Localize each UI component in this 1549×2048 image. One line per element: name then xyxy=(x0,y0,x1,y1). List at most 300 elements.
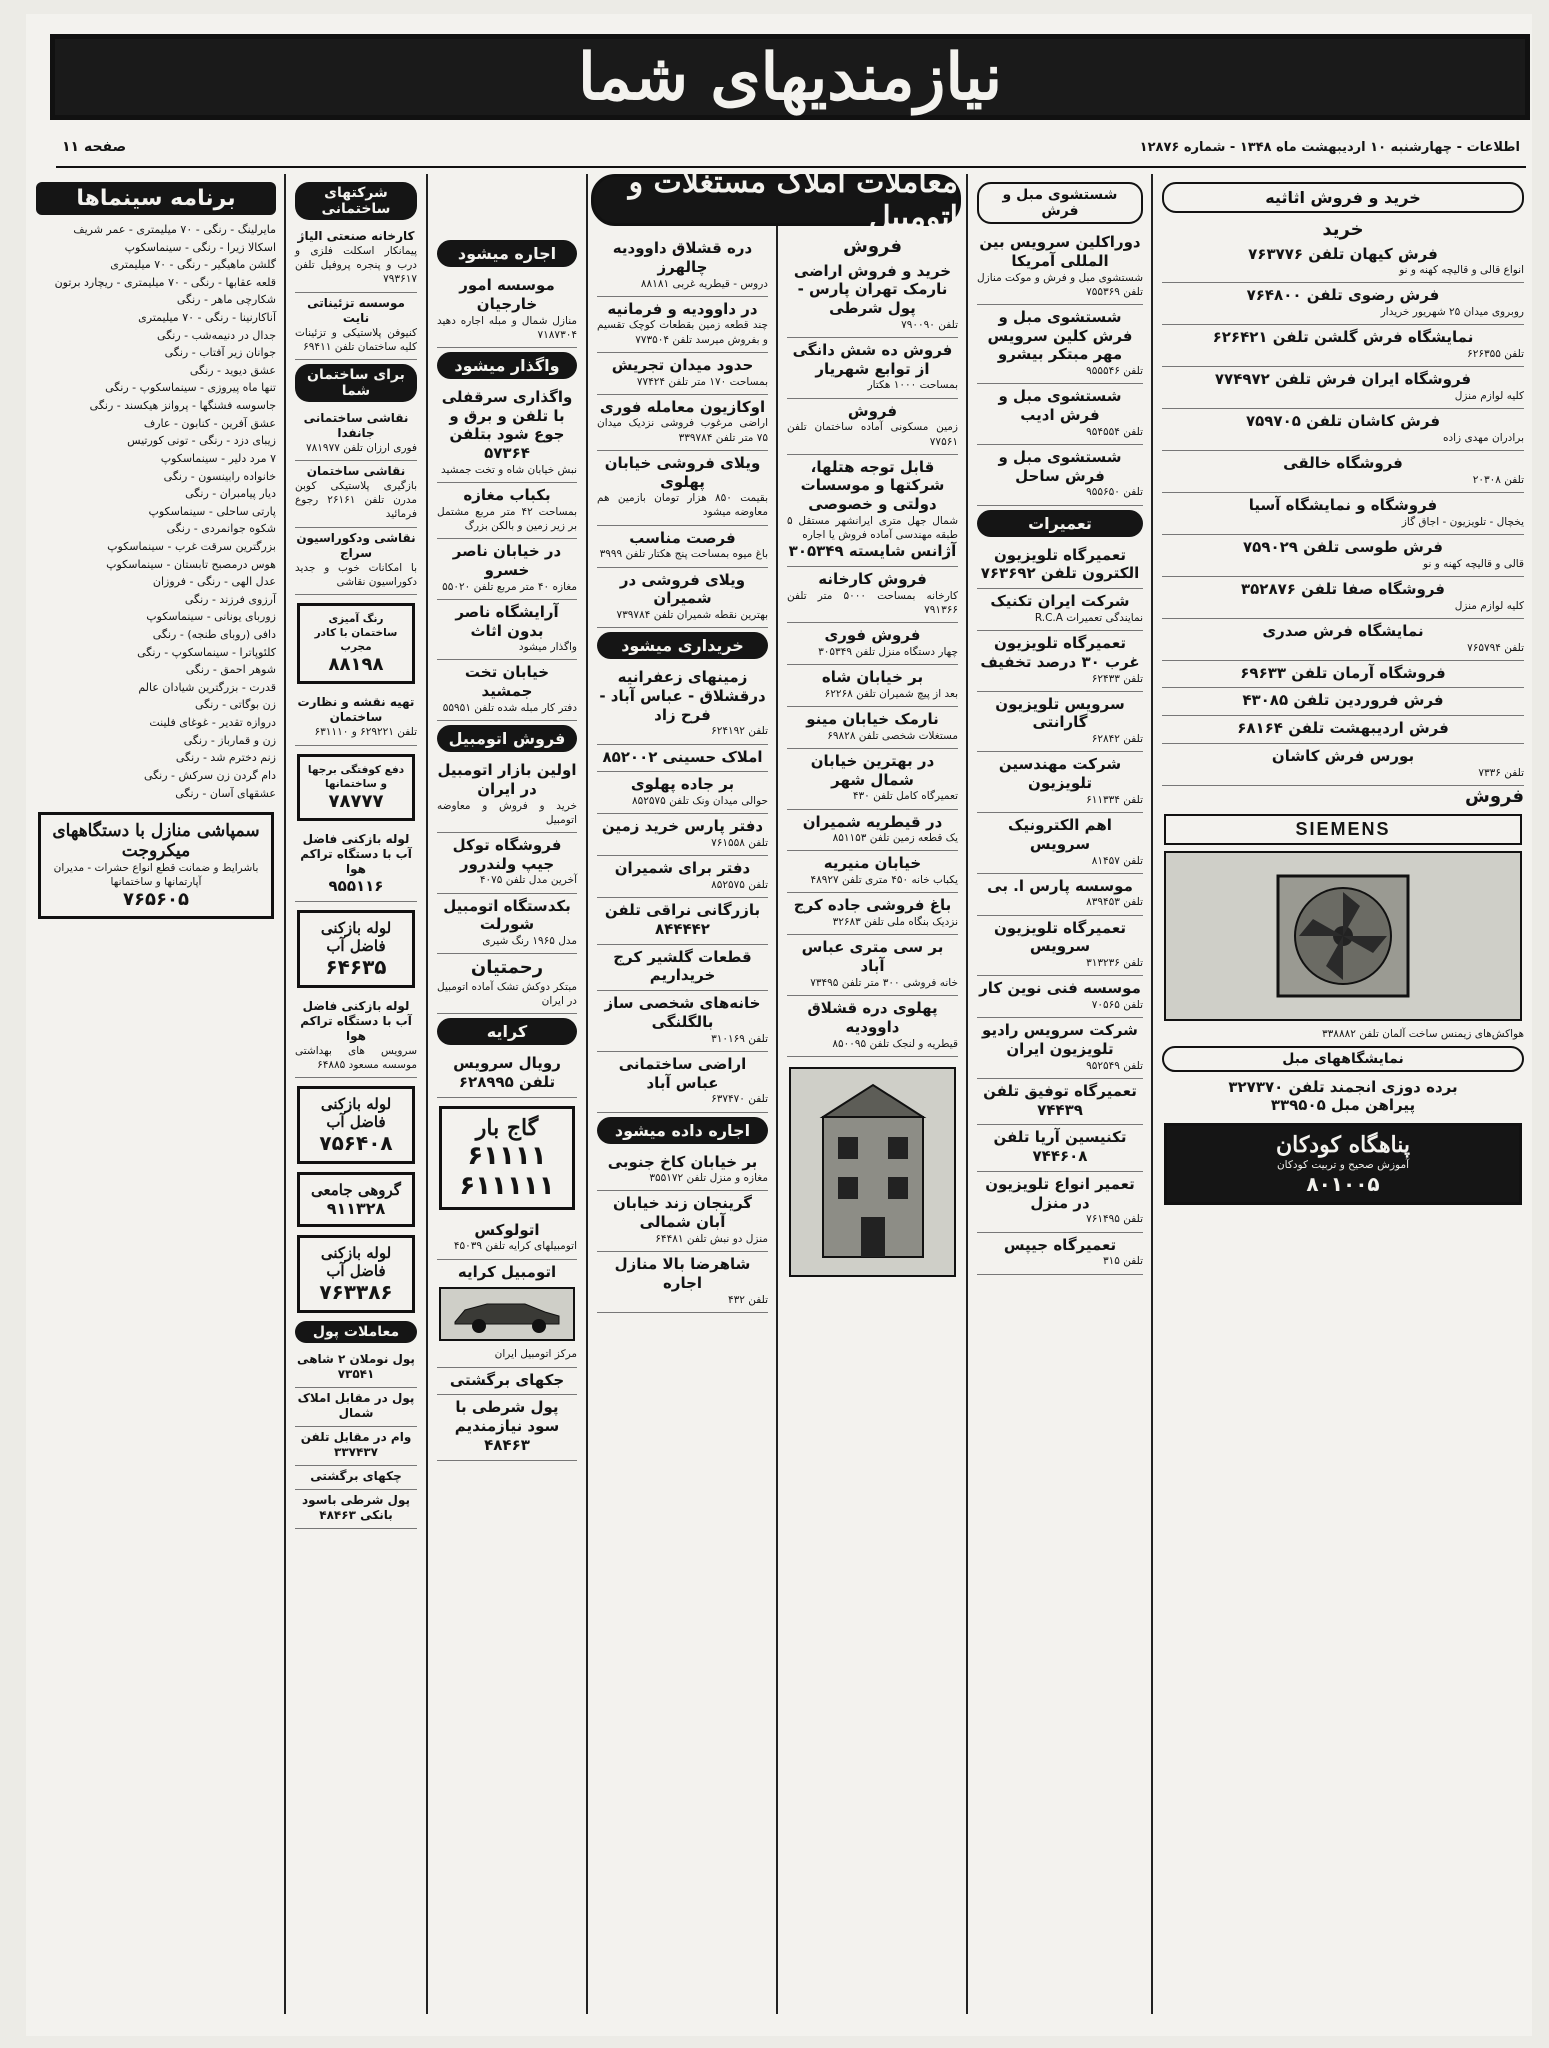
ad-title: شستشوی مبل و فرش کلین سرویس مهر مبتکر بیشرو xyxy=(987,307,1133,364)
classified-ad xyxy=(977,1233,1143,1275)
classified-ad xyxy=(437,833,577,894)
main-heading-text: معاملات املاک مستغلات و اتومبیل xyxy=(628,165,958,235)
ad-title: موسسه تزئیناتی نایت xyxy=(307,295,405,325)
ad-title: واگذاری سرقفلی با تلفن و برق و جوع شود بتلفن ۵۷۳۶۴ xyxy=(441,387,573,463)
classified-ad xyxy=(977,976,1143,1018)
classified-ad xyxy=(787,749,958,810)
box-ad-phone: ۷۵۶۴۰۸ xyxy=(319,1131,393,1156)
ad-title: اتومبیل کرایه xyxy=(457,1262,557,1281)
ad-title: تعمیرگاه جیپس xyxy=(1003,1235,1117,1254)
ad-body: تلفن ۶۲۹۲۲۱ و ۶۳۱۱۱۰ xyxy=(314,726,417,739)
classified-ad xyxy=(597,945,768,992)
classified-ad xyxy=(597,1150,768,1192)
section-header: برای ساختمان شما xyxy=(295,364,417,402)
ad-title: پیراهن مبل ۳۳۹۵۰۵ xyxy=(1270,1096,1416,1115)
dateline xyxy=(56,128,1526,168)
box-ad-title: لوله بازکنی فاضل آب xyxy=(320,918,392,955)
ad-body: تلفن ۹۵۵۵۴۶ xyxy=(1086,365,1143,378)
ad-title: فروش کارخانه xyxy=(818,570,927,589)
box-ad-title: سمپاشی منازل با دستگاههای میکروجت xyxy=(52,821,260,862)
cinema-entry: خانواده رابینسون - رنگی xyxy=(163,469,276,483)
classified-ad xyxy=(437,1218,577,1260)
subheading: فروش xyxy=(1464,785,1524,807)
ad-body: کنیوفن پلاستیکی و تزئینات کلیه ساختمان تلفن ۶۹۴۱۱ xyxy=(295,326,417,353)
section-header: معاملات پول xyxy=(295,1321,417,1343)
ad-title: پول نوملان ۲ شاهی ۷۳۵۴۱ xyxy=(297,1352,415,1382)
box-ad-phone: ۷۸۷۷۷ xyxy=(328,790,384,812)
box-ad-title: گروهی جامعی xyxy=(311,1181,401,1200)
box-ad-phone: ۷۶۳۳۸۶ xyxy=(319,1280,393,1305)
boxed-ad xyxy=(297,603,415,685)
ad-title: پول در مقابل املاک شمال xyxy=(297,1391,415,1421)
fan-photo xyxy=(1164,851,1522,1021)
cinema-entry: اسکالا زیرا - رنگی - سینماسکوپ xyxy=(124,240,276,254)
column-realestate-a xyxy=(591,232,774,2014)
box-ad-title: دفع کوفتگی برجها و ساختمانها xyxy=(307,763,405,790)
classified-ad xyxy=(437,1051,577,1098)
classified-ad xyxy=(977,445,1143,506)
ad-body: تلفن ۷۰۵۶۵ xyxy=(1091,999,1143,1012)
classified-ad xyxy=(597,745,768,773)
ad-title: بر جاده پهلوی xyxy=(630,775,735,794)
ad-body: تلفن ۶۲۸۴۲ xyxy=(1091,733,1143,746)
classified-ad xyxy=(597,297,768,353)
ad-body: یک قطعه زمین تلفن ۸۵۱۱۵۳ xyxy=(832,832,958,845)
column-furniture xyxy=(1156,174,1530,2014)
ad-title: زمینهای زعفرانیه درقشلاق - عباس آباد - فرح زاد xyxy=(599,668,766,724)
classified-ad xyxy=(977,1125,1143,1172)
ad-body: دفتر کار مبله شده تلفن ۵۵۹۵۱ xyxy=(442,701,577,714)
ad-title: نمایشگاه فرش صدری xyxy=(1262,621,1424,640)
section-header: خرید و فروش اثاثیه xyxy=(1162,182,1524,213)
classified-ad xyxy=(787,338,958,399)
classified-ad xyxy=(977,230,1143,305)
cinema-entry: زن و قمارباز - رنگی xyxy=(183,733,276,747)
ad-title: آرایشگاه ناصر بدون اثاث xyxy=(455,602,559,640)
box-ad-title: پناهگاه کودکان xyxy=(1275,1132,1411,1159)
ad-title: دفتر پارس خرید زمین xyxy=(601,817,764,836)
column-rule xyxy=(1151,174,1153,2014)
box-ad-body: آموزش صحیح و تربیت کودکان xyxy=(1276,1159,1410,1172)
column-cinema xyxy=(30,174,282,2014)
boxed-ad-pest-control xyxy=(38,812,274,919)
ad-body: فوری ارزان تلفن ۷۸۱۹۷۷ xyxy=(306,441,417,454)
ad-body: آخرین مدل تلفن ۴۰۷۵ xyxy=(479,874,577,887)
classified-ad xyxy=(597,526,768,568)
classified-ad xyxy=(787,567,958,623)
ad-title: بکدستگاه اتومبیل شورلت xyxy=(443,896,571,934)
cinema-entry: قدرت - بزرگترین شیادان عالم xyxy=(138,680,276,694)
ad-body: نبش خیابان شاه و تخت جمشید xyxy=(440,463,577,476)
newspaper-page xyxy=(26,14,1532,2036)
classified-ad xyxy=(977,916,1143,977)
classified-ad xyxy=(437,385,577,483)
ad-title: قطعات گلشیر کرج خریداریم xyxy=(613,947,752,985)
cinema-entry: دیار پیامبران - رنگی xyxy=(185,487,276,501)
classified-ad xyxy=(437,894,577,955)
ad-title: حدود میدان تجریش xyxy=(611,355,754,374)
main-section-heading xyxy=(591,165,961,235)
classified-ad xyxy=(295,461,417,528)
cinema-entry: آناکارنینا - رنگی - ۷۰ میلیمتری xyxy=(138,311,276,325)
ad-title: فرش فروردین تلفن ۴۳۰۸۵ xyxy=(1242,691,1444,710)
cinema-entry: ۷ مرد دلیر - سینماسکوپ xyxy=(160,451,276,465)
ad-title: تعمیرگاه تلویزیون الکترون تلفن ۷۶۳۶۹۲ xyxy=(980,545,1140,583)
classified-ad xyxy=(977,631,1143,692)
cinema-entry: آرزوی فرزند - رنگی xyxy=(184,592,276,606)
ad-body: بمساحت ۴۲ متر مربع مشتمل بر زیر زمین و بالکن بزرگ xyxy=(437,505,577,532)
classified-ad xyxy=(977,543,1143,590)
ad-title: فروشگاه خالقی xyxy=(1283,454,1403,473)
ad-title: اهم الکترونیک سرویس xyxy=(1008,816,1112,853)
classified-ad xyxy=(1162,493,1524,535)
classified-ad xyxy=(977,692,1143,753)
ad-body: تعمیرگاه کامل تلفن ۴۳۰ xyxy=(852,790,958,803)
ad-title: تعمیر انواع تلویزیون در منزل xyxy=(985,1174,1135,1212)
cinema-entry: دروازه تقدیر - غوغای فلینت xyxy=(149,716,276,730)
ad-body: نمایندگی تعمیرات R.C.A xyxy=(1034,611,1143,624)
ad-body: بهترین نقطه شمیران تلفن ۷۳۹۷۸۴ xyxy=(616,609,768,622)
ad-title: خیابان منیریه xyxy=(823,854,922,873)
ad-title: اراضی ساختمانی عباس آباد xyxy=(618,1054,747,1092)
ad-body: تلفن ۶۱۱۳۳۴ xyxy=(1086,793,1143,806)
car-icon xyxy=(447,1292,567,1336)
classified-ad xyxy=(977,813,1143,874)
siemens-logo: SIEMENS xyxy=(1164,814,1522,845)
ad-title: شرکت ایران تکنیک xyxy=(990,592,1130,611)
ad-body: تلفن ۸۵۲۵۷۵ xyxy=(711,878,768,891)
ad-title: فرش اردیبهشت تلفن ۶۸۱۶۴ xyxy=(1237,719,1449,738)
ad-title: ویلای فروشی در شمیران xyxy=(619,570,746,608)
classified-ad xyxy=(787,935,958,996)
building-icon xyxy=(803,1077,943,1267)
ad-body: شستشوی مبل و فرش و موکت منازل تلفن ۷۵۵۳۶۹ xyxy=(977,271,1143,298)
ad-title: سرویس تلویزیون گارانتی xyxy=(995,694,1125,732)
cinema-entry: گلشن ماهیگیر - رنگی - ۷۰ میلیمتری xyxy=(110,258,276,272)
ad-title: بر سی متری عباس آباد xyxy=(801,938,944,976)
ad-title: آژانس شایسته ۳۰۵۳۴۹ xyxy=(788,542,957,561)
classified-ad xyxy=(437,954,577,1014)
classified-ad xyxy=(437,600,577,661)
ad-body: مغازه ۴۰ متر مربع تلفن ۵۵۰۲۰ xyxy=(442,580,577,593)
ad-title: نارمک خیابان مینو xyxy=(806,709,939,728)
cinema-entry: عشقهای آسان - رنگی xyxy=(175,786,276,800)
ad-body: تلفن ۹۵۲۵۴۹ xyxy=(1086,1059,1143,1072)
ad-title: تعمیرگاه تلویزیون غرب ۳۰ درصد تخفیف xyxy=(980,634,1140,671)
column-rule xyxy=(284,174,286,2014)
ad-title: اوکازیون معامله فوری xyxy=(599,397,766,416)
cinema-entry: جاسوسه فشنگها - پروانز هیکسند - رنگی xyxy=(89,399,276,413)
ad-body: یکباب خانه ۴۵۰ متری تلفن ۴۸۹۲۷ xyxy=(810,874,958,887)
ad-body: مستغلات شخصی تلفن ۶۹۸۲۸ xyxy=(827,729,958,742)
ad-title: شستشوی مبل و فرش ساحل xyxy=(998,447,1122,485)
ad-title: بازرگانی نراقی تلفن ۸۴۴۴۴۲ xyxy=(604,901,761,938)
classified-ad xyxy=(1162,325,1524,367)
ad-title: لوله بازکنی فاضل آب با دستگاه تراکم هوا xyxy=(300,831,412,876)
ad-title: پول شرطی با سود نیازمندیم ۴۸۴۶۳ xyxy=(454,1398,560,1454)
ad-body: کلیه لوازم منزل xyxy=(1454,599,1524,612)
classified-ad xyxy=(1162,535,1524,577)
classified-ad xyxy=(295,408,417,461)
ad-title: در بهترین خیابان شمال شهر xyxy=(810,751,935,789)
ad-title: فروشگاه توکل جیپ ولندرور xyxy=(452,835,562,873)
ad-body: حوالی میدان ونک تلفن ۸۵۲۵۷۵ xyxy=(631,795,768,808)
ad-title: شرکت مهندسین تلویزیون xyxy=(998,755,1122,793)
ad-title: رحمتیان xyxy=(470,957,544,979)
classified-ad xyxy=(597,451,768,526)
ad-title: شرکت سرویس رادیو تلویزیون ایران xyxy=(982,1021,1138,1058)
classified-ad xyxy=(437,1368,577,1396)
ad-title: فروشگاه و نمایشگاه آسیا xyxy=(1248,496,1438,515)
boxed-ad xyxy=(297,1172,415,1227)
column-rule xyxy=(966,174,968,2014)
classified-ad xyxy=(787,810,958,852)
classified-ad xyxy=(437,1395,577,1460)
ad-title: شاهرضا بالا منازل اجاره xyxy=(614,1255,751,1292)
ad-body: برادران مهدی زاده xyxy=(1442,431,1524,444)
classified-ad xyxy=(295,996,417,1078)
ad-body: منازل شمال و مبله اجاره دهید ۷۱۸۷۳۰۴ xyxy=(437,314,577,341)
ad-body: مرکز اتومبیل ایران xyxy=(494,1348,577,1361)
section-header: تعمیرات xyxy=(977,510,1143,537)
ad-body: بقیمت ۸۵۰ هزار تومان بازمین هم معاوضه میشود xyxy=(597,492,768,519)
classified-ad xyxy=(977,1172,1143,1233)
cinema-entry: شکارچی ماهر - رنگی xyxy=(176,293,276,307)
ad-title: فرش کیهان تلفن ۷۶۳۷۷۶ xyxy=(1248,244,1438,263)
classified-ad xyxy=(295,692,417,745)
cinema-list xyxy=(36,221,276,802)
siemens-caption: هواکش‌های زیمنس ساخت آلمان تلفن ۳۳۸۸۸۲ xyxy=(1322,1028,1524,1041)
classified-ad xyxy=(977,384,1143,445)
car-photo xyxy=(439,1287,575,1341)
ad-body: اتومبیلهای کرایه تلفن ۴۵۰۳۹ xyxy=(453,1240,577,1253)
ad-body: تلفن ۶۲۶۳۵۵ xyxy=(1467,348,1524,361)
cinema-entry: عدل الهی - رنگی - فروزان xyxy=(152,575,276,589)
cinema-entry: زنم دخترم شد - رنگی xyxy=(175,751,276,765)
ad-title: فرش کاشان تلفن ۷۵۹۷۰۵ xyxy=(1245,412,1441,431)
classified-ad xyxy=(1162,744,1524,786)
classified-ad xyxy=(597,856,768,898)
ad-title: پول شرطی باسود بانکی ۴۸۴۶۳ xyxy=(302,1493,410,1523)
classified-ad xyxy=(597,236,768,297)
classified-ad xyxy=(295,1490,417,1529)
ad-title: اولین بازار اتومبیل در ایران xyxy=(437,761,577,798)
section-header: شرکتهای ساختمانی xyxy=(295,182,417,220)
section-header: خریداری میشود xyxy=(597,632,768,659)
classified-ad xyxy=(437,483,577,539)
ad-body: پیمانکار اسکلت فلزی و درب و پنجره پروفیل تلفن ۷۹۳۶۱۷ xyxy=(295,245,417,286)
ad-title: نقاشی ساختمان xyxy=(306,464,406,479)
ad-body: تلفن ۶۳۷۴۷۰ xyxy=(711,1093,768,1106)
column-construction xyxy=(289,174,423,2014)
cinema-entry: قلعه عقابها - رنگی - ۷۰ میلیمتری - ریچارد برتون xyxy=(54,275,276,289)
box-ad-title: لوله بازکنی فاضل آب xyxy=(320,1244,392,1281)
cinema-entry: عشق دیوید - رنگی xyxy=(189,363,276,377)
classified-ad xyxy=(597,665,768,744)
box-ad-phone: ۸۸۱۹۸ xyxy=(328,654,384,676)
classified-ad xyxy=(295,1388,417,1427)
cinema-entry: پارتی ساحلی - سینماسکوپ xyxy=(148,504,276,518)
classified-ad xyxy=(977,752,1143,813)
ad-title: نقاشی ودکوراسیون سراج xyxy=(296,530,416,560)
issue-date: اطلاعات - چهارشنبه ۱۰ اردیبهشت ماه ۱۳۴۸ - شماره ۱۲۸۷۶ xyxy=(1139,139,1520,155)
ad-title: فرصت مناسب xyxy=(629,528,736,547)
box-ad-title: لوله بازکنی فاضل آب xyxy=(320,1095,392,1132)
classified-ad xyxy=(597,991,768,1052)
classified-ad xyxy=(295,1427,417,1466)
ad-body: تلفن ۷۳۳۶ xyxy=(1478,766,1524,779)
ad-body: مغازه و منزل تلفن ۳۵۵۱۷۲ xyxy=(649,1172,768,1185)
masthead-title: نیازمندیهای شما xyxy=(577,39,1003,115)
classified-ad xyxy=(597,1052,768,1113)
classified-ad xyxy=(597,772,768,814)
ad-body: سرویس های بهداشتی موسسه مسعود ۶۴۸۸۵ xyxy=(295,1044,417,1071)
section-header: اجاره میشود xyxy=(437,240,577,267)
ad-body: قالی و قالیچه کهنه و نو xyxy=(1423,557,1524,570)
ad-body: تلفن ۳۱۵ xyxy=(1103,1255,1143,1268)
section-header: شستشوی مبل و فرش xyxy=(977,182,1143,224)
classified-ad xyxy=(787,996,958,1057)
ad-title: موسسه امور خارجیان xyxy=(459,276,555,313)
ad-body: واگذار میشود xyxy=(518,641,577,654)
ad-title: شستشوی مبل و فرش ادیب xyxy=(998,387,1122,425)
classified-ad xyxy=(437,273,577,348)
classified-ad xyxy=(295,1349,417,1388)
section-header: نمایشگاههای مبل xyxy=(1162,1046,1524,1072)
ad-body: تلفن ۷۶۱۴۹۵ xyxy=(1086,1213,1143,1226)
column-rentals-cars xyxy=(431,232,583,2014)
classified-ad xyxy=(597,1252,768,1313)
ad-title: رویال سرویس تلفن ۶۲۸۹۹۵ xyxy=(453,1054,561,1091)
ad-title: فروشگاه صفا تلفن ۳۵۲۸۷۶ xyxy=(1240,579,1445,598)
ad-title: دره قشلاق داوودیه چالهرز xyxy=(612,239,753,276)
section-header: فروش اتومبیل xyxy=(437,725,577,752)
cinema-entry: کلئوپاترا - سینماسکوپ - رنگی xyxy=(137,645,276,659)
ad-body: دروس - قیطریه غربی ۸۸۱۸۱ xyxy=(640,277,768,290)
ad-title: فرش رضوی تلفن ۷۶۴۸۰۰ xyxy=(1246,286,1440,305)
column-rule xyxy=(586,174,588,2014)
ad-body: روبروی میدان ۲۵ شهریور خریدار xyxy=(1380,306,1524,319)
ad-body: تلفن ۸۱۴۵۷ xyxy=(1091,854,1143,867)
cinema-entry: تنها ماه پیروزی - سینماسکوپ - رنگی xyxy=(105,381,276,395)
ad-title: موسسه فنی نوین کار xyxy=(979,979,1141,998)
section-header: اجاره داده میشود xyxy=(597,1117,768,1144)
ad-title: خیابان تخت جمشید xyxy=(464,663,550,701)
boxed-ad xyxy=(297,1086,415,1164)
ad-body: شمال جهل متری ایرانشهر مستقل ۵ طبقه مهندسی آماده فروش یا اجاره xyxy=(787,514,958,542)
column-services xyxy=(971,174,1149,2014)
ad-title: کارخانه صنعتی الیاژ xyxy=(297,229,415,243)
boxed-ad xyxy=(297,910,415,988)
ad-title: فروشگاه ایران فرش تلفن ۷۷۴۹۷۲ xyxy=(1214,370,1472,389)
boxed-ad-kaj-bar xyxy=(439,1106,575,1210)
cinema-entry: جوانان زیر آفتاب - رنگی xyxy=(164,346,276,360)
ad-body: منزل دو نبش تلفن ۶۴۴۸۱ xyxy=(655,1232,768,1245)
section-header: کرایه xyxy=(437,1018,577,1045)
classified-ad xyxy=(787,851,958,893)
ad-body: تلفن ۷۶۵۷۹۴ xyxy=(1467,641,1524,654)
ad-body: بازگیری پلاستیکی کوبن مدرن تلفن ۲۶۱۶۱ رجوع فرمائید xyxy=(295,480,418,521)
box-ad-phone: ۶۱۱۱۱ xyxy=(467,1140,547,1171)
classified-ad xyxy=(787,665,958,707)
page-number: صفحه ۱۱ xyxy=(62,139,127,155)
classified-ad xyxy=(295,293,417,360)
ad-body: مدل ۱۹۶۵ رنگ شیری xyxy=(482,935,577,948)
ad-title: بکباب مغازه xyxy=(463,486,551,505)
box-ad-phone: ۹۱۱۳۲۸ xyxy=(326,1199,386,1219)
boxed-ad xyxy=(297,754,415,821)
cinema-entry: بزرگترین سرقت غرب - سینماسکوپ xyxy=(107,539,276,553)
ad-body: خرید و فروش و معاوضه اتومبیل xyxy=(437,799,577,826)
ad-title: بورس فرش کاشان xyxy=(1271,746,1415,765)
ad-body: بمساحت ۱۷۰ متر تلفن ۷۷۴۲۴ xyxy=(636,375,768,388)
box-ad-body: باشرایط و ضمانت قطع انواع حشرات - مدیران آپارتمانها و ساختمانها xyxy=(53,862,259,889)
ad-body: زمین مسکونی آماده ساختمان تلفن ۷۷۵۶۱ xyxy=(787,421,958,448)
ad-title: در داوودیه و فرمانیه xyxy=(607,299,758,318)
ad-body: کارخانه بمساحت ۵۰۰۰ متر تلفن ۷۹۱۳۶۶ xyxy=(787,589,959,616)
classified-ad xyxy=(1162,716,1524,744)
classified-ad xyxy=(295,226,417,293)
boxed-ad-kindergarten xyxy=(1164,1123,1522,1205)
classified-ad xyxy=(597,898,768,945)
masthead xyxy=(50,34,1530,120)
column-rule xyxy=(426,174,428,2014)
box-ad-phone: ۷۶۵۶۰۵ xyxy=(123,889,189,911)
classified-ad xyxy=(1162,619,1524,661)
column-rule xyxy=(776,174,778,2014)
classified-ad xyxy=(1162,367,1524,409)
classified-ad xyxy=(1162,661,1524,689)
ad-body: تلفن ۴۳۲ xyxy=(728,1293,768,1306)
classified-ad xyxy=(787,455,958,567)
ad-body: کلیه لوازم منزل xyxy=(1454,390,1524,403)
ad-title: موسسه پارس ا. بی xyxy=(987,876,1133,895)
ad-title: فروش فوری xyxy=(824,626,921,645)
ad-body: نزدیک بنگاه ملی تلفن ۳۲۶۸۳ xyxy=(832,916,958,929)
ad-title: فروشگاه آرمان تلفن ۶۹۶۳۳ xyxy=(1240,663,1446,682)
classified-ad xyxy=(1162,409,1524,451)
ad-title: چکهای برگشتی xyxy=(310,1469,402,1484)
ad-title: املاک حسینی ۸۵۲۰۰۲ xyxy=(602,747,763,766)
ad-title: خانه‌های شخصی ساز بالگلنگی xyxy=(604,994,761,1031)
ad-body: یخچال - تلویزیون - اجاق گاز xyxy=(1401,515,1524,528)
ad-body: تلفن ۸۳۹۴۵۳ xyxy=(1086,896,1143,909)
ad-title: وام در مقابل تلفن ۳۳۷۴۳۷ xyxy=(300,1430,412,1460)
ad-title: اتولوکس xyxy=(474,1220,540,1239)
classified-ad xyxy=(1162,688,1524,716)
cinema-heading: برنامه سینماها xyxy=(36,182,276,215)
classified-ad xyxy=(977,1079,1143,1126)
classified-ad xyxy=(597,814,768,856)
ad-title: قابل توجه هتلها، شرکتها و موسسات دولتی و خصوصی xyxy=(800,457,945,514)
classified-ad xyxy=(295,1466,417,1490)
ad-body: تلفن ۹۵۵۶۵۰ xyxy=(1086,486,1143,499)
ad-body: تلفن ۹۵۴۵۵۴ xyxy=(1086,425,1143,438)
classified-ad xyxy=(787,707,958,749)
classified-ad xyxy=(977,874,1143,916)
classified-ad xyxy=(977,305,1143,384)
ad-title: پهلوی دره قشلاق داوودیه xyxy=(807,999,938,1036)
ad-title: نمایشگاه فرش گلشن تلفن ۶۲۶۴۲۱ xyxy=(1212,328,1474,347)
ad-title: در خیابان ناصر خسرو xyxy=(452,542,562,579)
ad-title: باغ فروشی جاده کرج xyxy=(793,896,952,915)
subheading: خرید xyxy=(1322,219,1364,240)
classified-ad xyxy=(787,399,958,455)
box-ad-title: رنگ آمیزی ساختمان با کادر مجرب xyxy=(314,612,398,654)
ad-body: تلفن ۲۰۳۰۸ xyxy=(1472,473,1524,486)
classified-ad xyxy=(437,539,577,600)
ad-body: تلفن ۷۶۱۵۵۸ xyxy=(711,837,768,850)
